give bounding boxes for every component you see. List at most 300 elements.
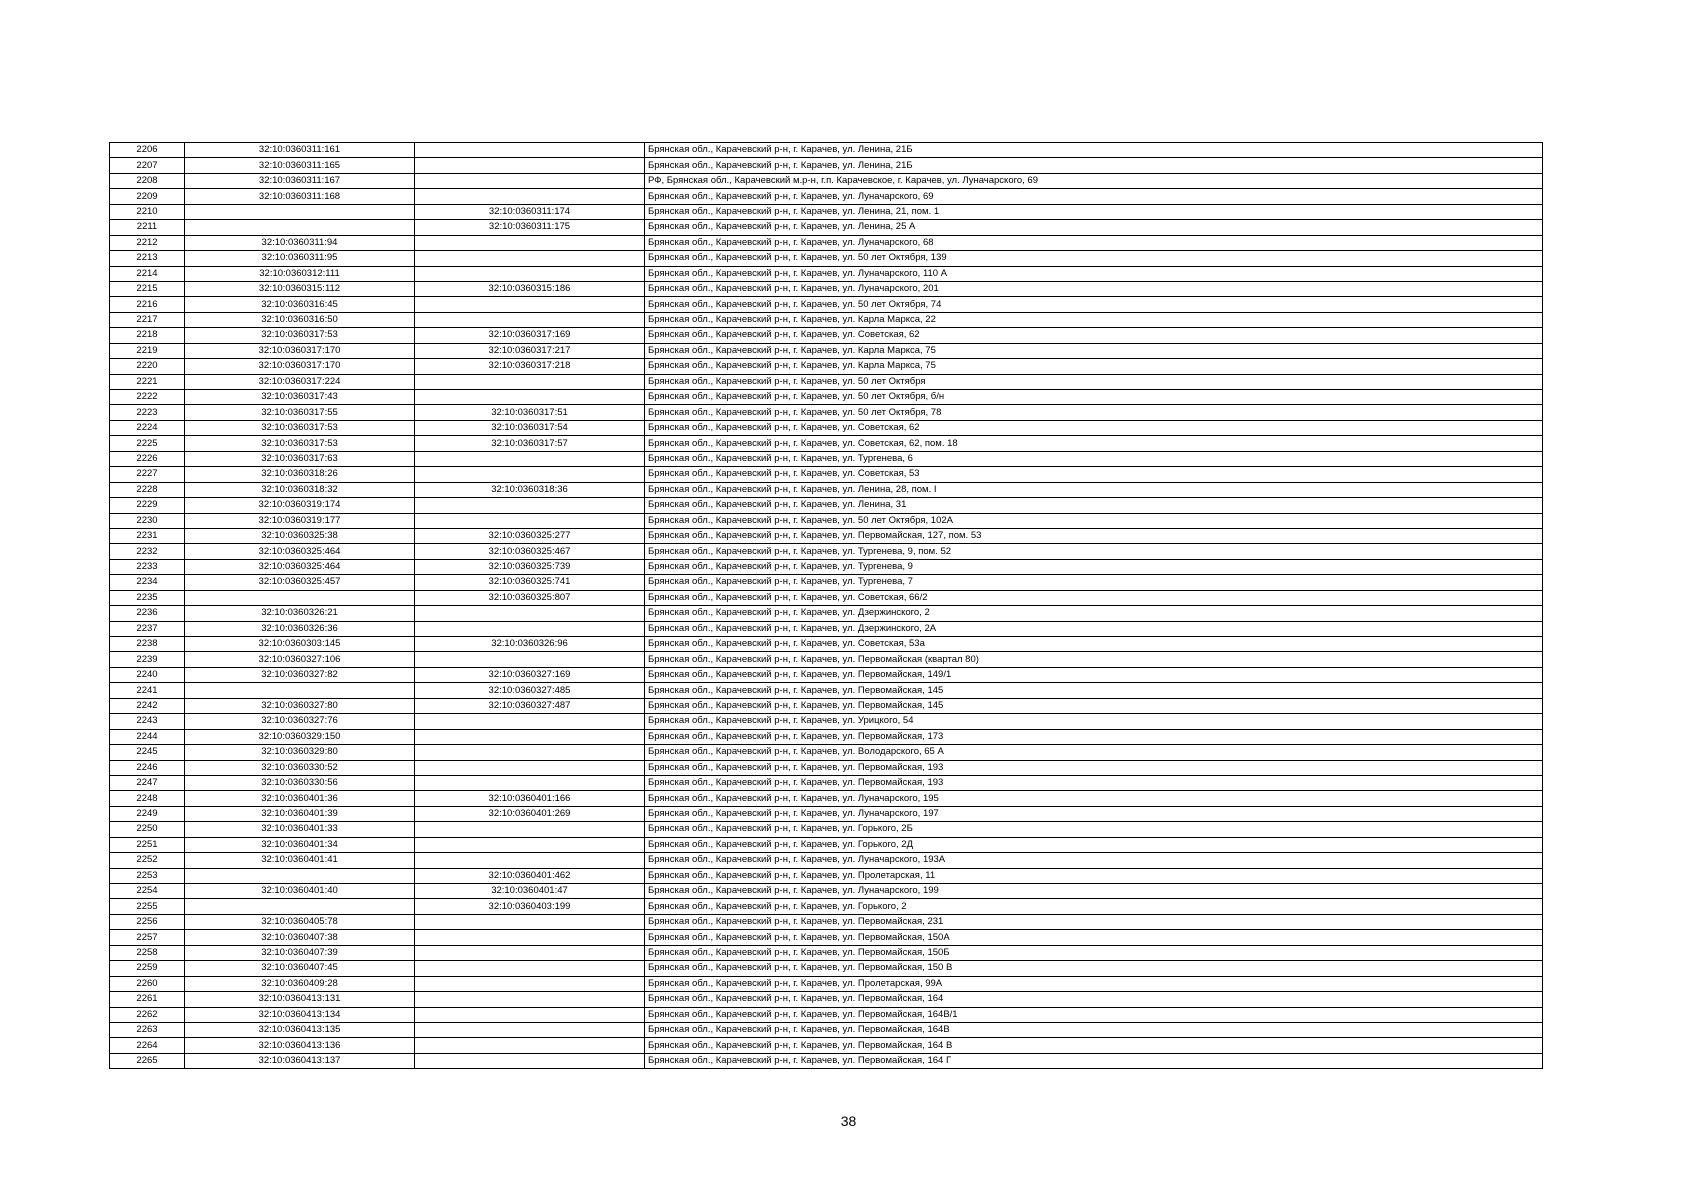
row-number-cell: 2228 <box>110 482 185 497</box>
table-row <box>110 837 1543 852</box>
cadastral-number-cell: 32:10:0360327:82 <box>185 667 415 682</box>
table-row <box>110 698 1543 713</box>
address-cell: Брянская обл., Карачевский р-н, г. Карачев, ул. Карла Маркса, 75 <box>645 359 1543 374</box>
related-cadastral-number-cell <box>415 930 645 945</box>
related-cadastral-number-cell: 32:10:0360325:741 <box>415 575 645 590</box>
table-row <box>110 559 1543 574</box>
related-cadastral-number-cell <box>415 173 645 188</box>
address-cell: Брянская обл., Карачевский р-н, г. Карачев, ул. Луначарского, 110 А <box>645 266 1543 281</box>
address-cell: Брянская обл., Карачевский р-н, г. Карачев, ул. Горького, 2Б <box>645 822 1543 837</box>
related-cadastral-number-cell <box>415 837 645 852</box>
address-cell: РФ, Брянская обл., Карачевский м.р-н, г.п. Карачевское, г. Карачев, ул. Луначарского, 69 <box>645 173 1543 188</box>
row-number-cell: 2236 <box>110 606 185 621</box>
table-row <box>110 328 1543 343</box>
address-cell: Брянская обл., Карачевский р-н, г. Карачев, ул. Володарского, 65 А <box>645 745 1543 760</box>
cadastral-number-cell: 32:10:0360318:26 <box>185 467 415 482</box>
cadastral-number-cell <box>185 899 415 914</box>
address-cell: Брянская обл., Карачевский р-н, г. Карачев, ул. Советская, 62, пом. 18 <box>645 436 1543 451</box>
table-row <box>110 714 1543 729</box>
table-row <box>110 1022 1543 1037</box>
related-cadastral-number-cell: 32:10:0360311:174 <box>415 204 645 219</box>
related-cadastral-number-cell: 32:10:0360317:169 <box>415 328 645 343</box>
address-cell: Брянская обл., Карачевский р-н, г. Карачев, ул. Тургенева, 6 <box>645 451 1543 466</box>
row-number-cell: 2237 <box>110 621 185 636</box>
address-cell: Брянская обл., Карачевский р-н, г. Карачев, ул. Первомайская, 164 В <box>645 1038 1543 1053</box>
row-number-cell: 2210 <box>110 204 185 219</box>
table-row <box>110 390 1543 405</box>
related-cadastral-number-cell <box>415 498 645 513</box>
table-row <box>110 945 1543 960</box>
row-number-cell: 2233 <box>110 559 185 574</box>
row-number-cell: 2232 <box>110 544 185 559</box>
related-cadastral-number-cell <box>415 853 645 868</box>
row-number-cell: 2216 <box>110 297 185 312</box>
cadastral-number-cell <box>185 683 415 698</box>
table-row <box>110 606 1543 621</box>
cadastral-number-cell: 32:10:0360326:21 <box>185 606 415 621</box>
address-cell: Брянская обл., Карачевский р-н, г. Карачев, ул. Луначарского, 199 <box>645 884 1543 899</box>
cadastral-number-cell: 32:10:0360311:161 <box>185 143 415 158</box>
cadastral-number-cell: 32:10:0360327:80 <box>185 698 415 713</box>
row-number-cell: 2207 <box>110 158 185 173</box>
table-row <box>110 436 1543 451</box>
related-cadastral-number-cell <box>415 513 645 528</box>
cadastral-number-cell: 32:10:0360401:40 <box>185 884 415 899</box>
related-cadastral-number-cell <box>415 652 645 667</box>
related-cadastral-number-cell <box>415 976 645 991</box>
cadastral-number-cell: 32:10:0360317:43 <box>185 390 415 405</box>
related-cadastral-number-cell: 32:10:0360401:269 <box>415 806 645 821</box>
cadastral-number-cell <box>185 220 415 235</box>
related-cadastral-number-cell <box>415 992 645 1007</box>
address-cell: Брянская обл., Карачевский р-н, г. Карачев, ул. Луначарского, 201 <box>645 281 1543 296</box>
address-cell: Брянская обл., Карачевский р-н, г. Карачев, ул. Горького, 2 <box>645 899 1543 914</box>
table-row <box>110 930 1543 945</box>
related-cadastral-number-cell <box>415 1053 645 1068</box>
row-number-cell: 2241 <box>110 683 185 698</box>
row-number-cell: 2248 <box>110 791 185 806</box>
address-cell: Брянская обл., Карачевский р-н, г. Карачев, ул. 50 лет Октября, 139 <box>645 251 1543 266</box>
related-cadastral-number-cell: 32:10:0360317:218 <box>415 359 645 374</box>
cadastral-number-cell: 32:10:0360326:36 <box>185 621 415 636</box>
related-cadastral-number-cell: 32:10:0360325:807 <box>415 590 645 605</box>
cadastral-number-cell: 32:10:0360317:53 <box>185 436 415 451</box>
row-number-cell: 2218 <box>110 328 185 343</box>
address-cell: Брянская обл., Карачевский р-н, г. Карачев, ул. Первомайская, 193 <box>645 760 1543 775</box>
table-row <box>110 451 1543 466</box>
row-number-cell: 2260 <box>110 976 185 991</box>
related-cadastral-number-cell <box>415 714 645 729</box>
row-number-cell: 2225 <box>110 436 185 451</box>
table-row <box>110 652 1543 667</box>
address-cell: Брянская обл., Карачевский р-н, г. Карачев, ул. Луначарского, 195 <box>645 791 1543 806</box>
table-row <box>110 590 1543 605</box>
related-cadastral-number-cell: 32:10:0360327:169 <box>415 667 645 682</box>
row-number-cell: 2238 <box>110 637 185 652</box>
related-cadastral-number-cell: 32:10:0360325:739 <box>415 559 645 574</box>
table-row <box>110 498 1543 513</box>
table-row <box>110 637 1543 652</box>
cadastral-number-cell: 32:10:0360316:45 <box>185 297 415 312</box>
related-cadastral-number-cell <box>415 266 645 281</box>
row-number-cell: 2265 <box>110 1053 185 1068</box>
related-cadastral-number-cell: 32:10:0360401:462 <box>415 868 645 883</box>
cadastral-number-cell <box>185 590 415 605</box>
row-number-cell: 2214 <box>110 266 185 281</box>
table-row <box>110 467 1543 482</box>
related-cadastral-number-cell <box>415 312 645 327</box>
address-cell: Брянская обл., Карачевский р-н, г. Карачев, ул. Пролетарская, 11 <box>645 868 1543 883</box>
cadastral-number-cell: 32:10:0360407:38 <box>185 930 415 945</box>
address-cell: Брянская обл., Карачевский р-н, г. Карачев, ул. Первомайская, 127, пом. 53 <box>645 528 1543 543</box>
cadastral-number-cell: 32:10:0360327:76 <box>185 714 415 729</box>
cadastral-number-cell: 32:10:0360330:52 <box>185 760 415 775</box>
table-row <box>110 544 1543 559</box>
related-cadastral-number-cell: 32:10:0360315:186 <box>415 281 645 296</box>
cadastral-number-cell: 32:10:0360317:63 <box>185 451 415 466</box>
table-row <box>110 914 1543 929</box>
table-row <box>110 281 1543 296</box>
table-row <box>110 791 1543 806</box>
cadastral-number-cell: 32:10:0360413:135 <box>185 1022 415 1037</box>
related-cadastral-number-cell <box>415 251 645 266</box>
address-cell: Брянская обл., Карачевский р-н, г. Карачев, ул. Первомайская, 164В/1 <box>645 1007 1543 1022</box>
cadastral-number-cell: 32:10:0360413:134 <box>185 1007 415 1022</box>
row-number-cell: 2209 <box>110 189 185 204</box>
cadastral-number-cell: 32:10:0360327:106 <box>185 652 415 667</box>
address-cell: Брянская обл., Карачевский р-н, г. Карачев, ул. 50 лет Октября, 102А <box>645 513 1543 528</box>
related-cadastral-number-cell: 32:10:0360317:54 <box>415 420 645 435</box>
row-number-cell: 2224 <box>110 420 185 435</box>
cadastral-number-cell: 32:10:0360325:464 <box>185 544 415 559</box>
related-cadastral-number-cell <box>415 1022 645 1037</box>
table-row <box>110 251 1543 266</box>
table-row <box>110 528 1543 543</box>
address-cell: Брянская обл., Карачевский р-н, г. Карачев, ул. 50 лет Октября, 78 <box>645 405 1543 420</box>
row-number-cell: 2213 <box>110 251 185 266</box>
cadastral-number-cell: 32:10:0360325:38 <box>185 528 415 543</box>
cadastral-number-cell: 32:10:0360319:177 <box>185 513 415 528</box>
row-number-cell: 2217 <box>110 312 185 327</box>
address-cell: Брянская обл., Карачевский р-н, г. Карачев, ул. Ленина, 25 А <box>645 220 1543 235</box>
cadastral-number-cell: 32:10:0360325:464 <box>185 559 415 574</box>
address-cell: Брянская обл., Карачевский р-н, г. Карачев, ул. Первомайская, 145 <box>645 683 1543 698</box>
address-cell: Брянская обл., Карачевский р-н, г. Карачев, ул. Луначарского, 68 <box>645 235 1543 250</box>
row-number-cell: 2211 <box>110 220 185 235</box>
row-number-cell: 2221 <box>110 374 185 389</box>
related-cadastral-number-cell <box>415 297 645 312</box>
cadastral-number-cell: 32:10:0360317:170 <box>185 359 415 374</box>
row-number-cell: 2212 <box>110 235 185 250</box>
row-number-cell: 2253 <box>110 868 185 883</box>
cadastral-number-cell: 32:10:0360317:53 <box>185 328 415 343</box>
address-cell: Брянская обл., Карачевский р-н, г. Карачев, ул. Ленина, 21Б <box>645 158 1543 173</box>
related-cadastral-number-cell: 32:10:0360327:485 <box>415 683 645 698</box>
table-row <box>110 420 1543 435</box>
cadastral-number-cell: 32:10:0360317:53 <box>185 420 415 435</box>
address-cell: Брянская обл., Карачевский р-н, г. Карачев, ул. 50 лет Октября <box>645 374 1543 389</box>
row-number-cell: 2258 <box>110 945 185 960</box>
related-cadastral-number-cell <box>415 467 645 482</box>
cadastral-number-cell: 32:10:0360409:28 <box>185 976 415 991</box>
related-cadastral-number-cell: 32:10:0360401:47 <box>415 884 645 899</box>
address-cell: Брянская обл., Карачевский р-н, г. Карачев, ул. Пролетарская, 99А <box>645 976 1543 991</box>
table-row <box>110 1007 1543 1022</box>
related-cadastral-number-cell: 32:10:0360326:96 <box>415 637 645 652</box>
row-number-cell: 2251 <box>110 837 185 852</box>
address-cell: Брянская обл., Карачевский р-н, г. Карачев, ул. Первомайская, 164 <box>645 992 1543 1007</box>
related-cadastral-number-cell <box>415 1007 645 1022</box>
related-cadastral-number-cell: 32:10:0360327:487 <box>415 698 645 713</box>
row-number-cell: 2261 <box>110 992 185 1007</box>
address-cell: Брянская обл., Карачевский р-н, г. Карачев, ул. Первомайская, 193 <box>645 775 1543 790</box>
table-row <box>110 992 1543 1007</box>
address-cell: Брянская обл., Карачевский р-н, г. Карачев, ул. Первомайская, 145 <box>645 698 1543 713</box>
related-cadastral-number-cell: 32:10:0360317:57 <box>415 436 645 451</box>
row-number-cell: 2222 <box>110 390 185 405</box>
property-registry-table <box>109 142 1543 1069</box>
table-row <box>110 868 1543 883</box>
row-number-cell: 2264 <box>110 1038 185 1053</box>
row-number-cell: 2219 <box>110 343 185 358</box>
table-row <box>110 482 1543 497</box>
address-cell: Брянская обл., Карачевский р-н, г. Карачев, ул. 50 лет Октября, б/н <box>645 390 1543 405</box>
table-row <box>110 235 1543 250</box>
table-row <box>110 976 1543 991</box>
row-number-cell: 2249 <box>110 806 185 821</box>
cadastral-number-cell: 32:10:0360401:36 <box>185 791 415 806</box>
table-row <box>110 158 1543 173</box>
address-cell: Брянская обл., Карачевский р-н, г. Карачев, ул. Первомайская, 164 Г <box>645 1053 1543 1068</box>
row-number-cell: 2223 <box>110 405 185 420</box>
table-row <box>110 266 1543 281</box>
row-number-cell: 2229 <box>110 498 185 513</box>
table-row <box>110 961 1543 976</box>
cadastral-number-cell: 32:10:0360413:136 <box>185 1038 415 1053</box>
table-row <box>110 173 1543 188</box>
row-number-cell: 2246 <box>110 760 185 775</box>
related-cadastral-number-cell: 32:10:0360401:166 <box>415 791 645 806</box>
address-cell: Брянская обл., Карачевский р-н, г. Карачев, ул. Ленина, 21, пом. 1 <box>645 204 1543 219</box>
table-row <box>110 343 1543 358</box>
cadastral-number-cell <box>185 204 415 219</box>
related-cadastral-number-cell: 32:10:0360318:36 <box>415 482 645 497</box>
table-row <box>110 729 1543 744</box>
address-cell: Брянская обл., Карачевский р-н, г. Карачев, ул. Тургенева, 9 <box>645 559 1543 574</box>
cadastral-number-cell: 32:10:0360317:170 <box>185 343 415 358</box>
row-number-cell: 2215 <box>110 281 185 296</box>
table-row <box>110 822 1543 837</box>
table-row <box>110 513 1543 528</box>
related-cadastral-number-cell <box>415 760 645 775</box>
table-row <box>110 297 1543 312</box>
cadastral-number-cell: 32:10:0360319:174 <box>185 498 415 513</box>
related-cadastral-number-cell: 32:10:0360403:199 <box>415 899 645 914</box>
related-cadastral-number-cell <box>415 745 645 760</box>
row-number-cell: 2256 <box>110 914 185 929</box>
row-number-cell: 2254 <box>110 884 185 899</box>
row-number-cell: 2263 <box>110 1022 185 1037</box>
cadastral-number-cell <box>185 868 415 883</box>
row-number-cell: 2239 <box>110 652 185 667</box>
row-number-cell: 2250 <box>110 822 185 837</box>
address-cell: Брянская обл., Карачевский р-н, г. Карачев, ул. Советская, 62 <box>645 328 1543 343</box>
address-cell: Брянская обл., Карачевский р-н, г. Карачев, ул. Тургенева, 9, пом. 52 <box>645 544 1543 559</box>
cadastral-number-cell: 32:10:0360401:39 <box>185 806 415 821</box>
related-cadastral-number-cell <box>415 775 645 790</box>
cadastral-number-cell: 32:10:0360311:168 <box>185 189 415 204</box>
address-cell: Брянская обл., Карачевский р-н, г. Карачев, ул. Луначарского, 197 <box>645 806 1543 821</box>
row-number-cell: 2245 <box>110 745 185 760</box>
cadastral-number-cell: 32:10:0360316:50 <box>185 312 415 327</box>
cadastral-number-cell: 32:10:0360330:56 <box>185 775 415 790</box>
cadastral-number-cell: 32:10:0360311:165 <box>185 158 415 173</box>
related-cadastral-number-cell <box>415 451 645 466</box>
related-cadastral-number-cell: 32:10:0360325:467 <box>415 544 645 559</box>
table-row <box>110 405 1543 420</box>
cadastral-number-cell: 32:10:0360303:145 <box>185 637 415 652</box>
cadastral-number-cell: 32:10:0360318:32 <box>185 482 415 497</box>
address-cell: Брянская обл., Карачевский р-н, г. Карачев, ул. Советская, 66/2 <box>645 590 1543 605</box>
cadastral-number-cell: 32:10:0360401:41 <box>185 853 415 868</box>
related-cadastral-number-cell: 32:10:0360317:51 <box>415 405 645 420</box>
table-row <box>110 220 1543 235</box>
table-row <box>110 374 1543 389</box>
address-cell: Брянская обл., Карачевский р-н, г. Карачев, ул. Первомайская (квартал 80) <box>645 652 1543 667</box>
cadastral-number-cell: 32:10:0360413:131 <box>185 992 415 1007</box>
address-cell: Брянская обл., Карачевский р-н, г. Карачев, ул. Дзержинского, 2 <box>645 606 1543 621</box>
related-cadastral-number-cell <box>415 189 645 204</box>
related-cadastral-number-cell <box>415 606 645 621</box>
address-cell: Брянская обл., Карачевский р-н, г. Карачев, ул. Урицкого, 54 <box>645 714 1543 729</box>
address-cell: Брянская обл., Карачевский р-н, г. Карачев, ул. Первомайская, 150Б <box>645 945 1543 960</box>
row-number-cell: 2226 <box>110 451 185 466</box>
table-row <box>110 667 1543 682</box>
address-cell: Брянская обл., Карачевский р-н, г. Карачев, ул. Ленина, 31 <box>645 498 1543 513</box>
row-number-cell: 2243 <box>110 714 185 729</box>
address-cell: Брянская обл., Карачевский р-н, г. Карачев, ул. Первомайская, 150 В <box>645 961 1543 976</box>
table-row <box>110 745 1543 760</box>
table-row <box>110 575 1543 590</box>
row-number-cell: 2244 <box>110 729 185 744</box>
related-cadastral-number-cell <box>415 961 645 976</box>
cadastral-number-cell: 32:10:0360407:45 <box>185 961 415 976</box>
address-cell: Брянская обл., Карачевский р-н, г. Карачев, ул. Луначарского, 193А <box>645 853 1543 868</box>
row-number-cell: 2247 <box>110 775 185 790</box>
related-cadastral-number-cell <box>415 729 645 744</box>
related-cadastral-number-cell <box>415 158 645 173</box>
related-cadastral-number-cell <box>415 374 645 389</box>
address-cell: Брянская обл., Карачевский р-н, г. Карачев, ул. Тургенева, 7 <box>645 575 1543 590</box>
address-cell: Брянская обл., Карачевский р-н, г. Карачев, ул. Первомайская, 164В <box>645 1022 1543 1037</box>
cadastral-number-cell: 32:10:0360329:80 <box>185 745 415 760</box>
row-number-cell: 2255 <box>110 899 185 914</box>
cadastral-number-cell: 32:10:0360325:457 <box>185 575 415 590</box>
row-number-cell: 2257 <box>110 930 185 945</box>
address-cell: Брянская обл., Карачевский р-н, г. Карачев, ул. Советская, 62 <box>645 420 1543 435</box>
row-number-cell: 2230 <box>110 513 185 528</box>
cadastral-number-cell: 32:10:0360317:224 <box>185 374 415 389</box>
table-row <box>110 621 1543 636</box>
related-cadastral-number-cell <box>415 914 645 929</box>
related-cadastral-number-cell <box>415 945 645 960</box>
cadastral-number-cell: 32:10:0360311:167 <box>185 173 415 188</box>
cadastral-number-cell: 32:10:0360329:150 <box>185 729 415 744</box>
table-row <box>110 1038 1543 1053</box>
table-row <box>110 359 1543 374</box>
table-row <box>110 884 1543 899</box>
address-cell: Брянская обл., Карачевский р-н, г. Карачев, ул. Карла Маркса, 75 <box>645 343 1543 358</box>
cadastral-number-cell: 32:10:0360413:137 <box>185 1053 415 1068</box>
address-cell: Брянская обл., Карачевский р-н, г. Карачев, ул. Карла Маркса, 22 <box>645 312 1543 327</box>
address-cell: Брянская обл., Карачевский р-н, г. Карачев, ул. Первомайская, 231 <box>645 914 1543 929</box>
row-number-cell: 2220 <box>110 359 185 374</box>
row-number-cell: 2259 <box>110 961 185 976</box>
table-row <box>110 312 1543 327</box>
related-cadastral-number-cell <box>415 1038 645 1053</box>
table-row <box>110 806 1543 821</box>
row-number-cell: 2252 <box>110 853 185 868</box>
related-cadastral-number-cell <box>415 390 645 405</box>
cadastral-number-cell: 32:10:0360311:94 <box>185 235 415 250</box>
table-row <box>110 775 1543 790</box>
table-row <box>110 143 1543 158</box>
cadastral-number-cell: 32:10:0360312:111 <box>185 266 415 281</box>
row-number-cell: 2240 <box>110 667 185 682</box>
registry-table-body <box>110 143 1543 1069</box>
row-number-cell: 2208 <box>110 173 185 188</box>
address-cell: Брянская обл., Карачевский р-н, г. Карачев, ул. Первомайская, 149/1 <box>645 667 1543 682</box>
related-cadastral-number-cell <box>415 235 645 250</box>
address-cell: Брянская обл., Карачевский р-н, г. Карачев, ул. Ленина, 28, пом. I <box>645 482 1543 497</box>
cadastral-number-cell: 32:10:0360401:34 <box>185 837 415 852</box>
related-cadastral-number-cell <box>415 822 645 837</box>
row-number-cell: 2234 <box>110 575 185 590</box>
related-cadastral-number-cell <box>415 143 645 158</box>
cadastral-number-cell: 32:10:0360401:33 <box>185 822 415 837</box>
address-cell: Брянская обл., Карачевский р-н, г. Карачев, ул. Первомайская, 173 <box>645 729 1543 744</box>
related-cadastral-number-cell: 32:10:0360325:277 <box>415 528 645 543</box>
cadastral-number-cell: 32:10:0360311:95 <box>185 251 415 266</box>
table-row <box>110 204 1543 219</box>
address-cell: Брянская обл., Карачевский р-н, г. Карачев, ул. Первомайская, 150А <box>645 930 1543 945</box>
row-number-cell: 2231 <box>110 528 185 543</box>
address-cell: Брянская обл., Карачевский р-н, г. Карачев, ул. Луначарского, 69 <box>645 189 1543 204</box>
related-cadastral-number-cell: 32:10:0360317:217 <box>415 343 645 358</box>
row-number-cell: 2206 <box>110 143 185 158</box>
related-cadastral-number-cell: 32:10:0360311:175 <box>415 220 645 235</box>
address-cell: Брянская обл., Карачевский р-н, г. Карачев, ул. Дзержинского, 2А <box>645 621 1543 636</box>
cadastral-number-cell: 32:10:0360407:39 <box>185 945 415 960</box>
page-number: 38 <box>840 1113 857 1129</box>
table-row <box>110 189 1543 204</box>
table-row <box>110 683 1543 698</box>
related-cadastral-number-cell <box>415 621 645 636</box>
row-number-cell: 2242 <box>110 698 185 713</box>
address-cell: Брянская обл., Карачевский р-н, г. Карачев, ул. Советская, 53а <box>645 637 1543 652</box>
row-number-cell: 2227 <box>110 467 185 482</box>
cadastral-number-cell: 32:10:0360315:112 <box>185 281 415 296</box>
table-row <box>110 760 1543 775</box>
address-cell: Брянская обл., Карачевский р-н, г. Карачев, ул. 50 лет Октября, 74 <box>645 297 1543 312</box>
address-cell: Брянская обл., Карачевский р-н, г. Карачев, ул. Советская, 53 <box>645 467 1543 482</box>
cadastral-number-cell: 32:10:0360317:55 <box>185 405 415 420</box>
table-row <box>110 1053 1543 1068</box>
row-number-cell: 2235 <box>110 590 185 605</box>
table-row <box>110 899 1543 914</box>
address-cell: Брянская обл., Карачевский р-н, г. Карачев, ул. Горького, 2Д <box>645 837 1543 852</box>
row-number-cell: 2262 <box>110 1007 185 1022</box>
